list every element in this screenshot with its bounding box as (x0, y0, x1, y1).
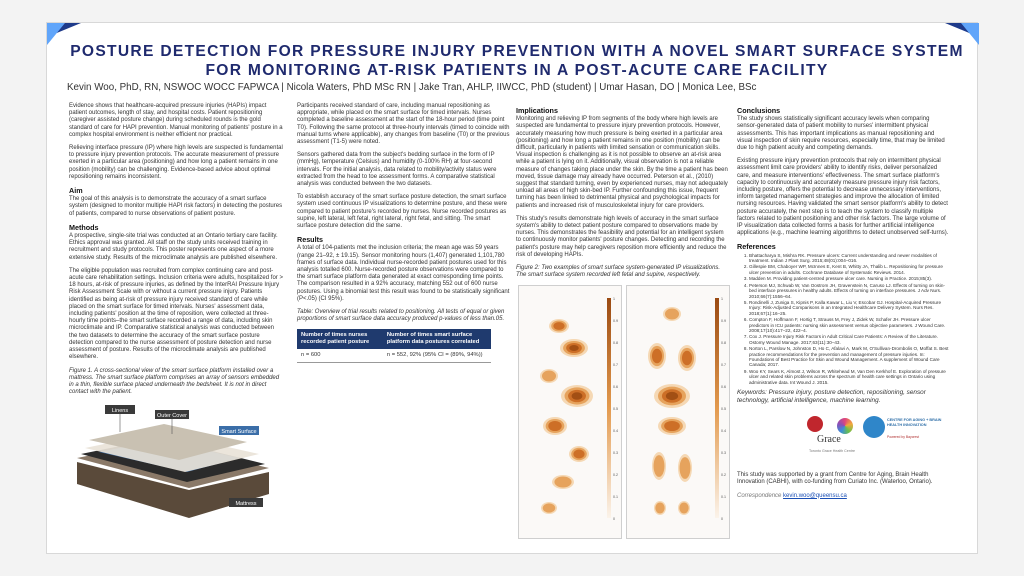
scale-tick-label: 0.2 (721, 473, 726, 478)
heatmap-left (519, 286, 623, 540)
body-paragraph: Participants received standard of care, including manual repositioning as appropriate, while placed on the smart surface for timed intervals. Nurses completed a baseline assessment at the start of the 18-hour period (time point T0). Following the same protocol at three-hourly intervals (timed to coincide with manual turns where applicable), any changes from baseline (T0) or the previous assessment (T1-5) were noted. (297, 103, 510, 146)
scale-tick-label: 0.8 (721, 341, 726, 346)
scale-tick-label: 0.2 (613, 473, 618, 478)
column-1 (69, 103, 283, 520)
scale-tick-label: 1 (721, 297, 723, 302)
table-header-cell: Number of times smart surface platform data postures correlated (383, 329, 491, 348)
conclusions-paragraph: The study shows statistically significant accuracy levels when comparing sensor-generated data of patient mobility to nurses' intermittent physical assessments. This has important implications as manual repositioning and visual inspection of skin require resources, especially time, that may be limited due to high patient acuity and competing demands. (737, 116, 945, 152)
results-table (297, 329, 491, 362)
pressure-blob (553, 323, 564, 331)
body-paragraph: Sensors gathered data from the subject's bedding surface in the form of IP (mmHg), temperature (Celsius) and humidity (0-100% RH) at four-second intervals. For the initial analysis, data related to mobility/activity status were extracted from the head to toe assessment forms. A comparative statistical analysis was conducted between the two datasets. (297, 152, 497, 188)
heatmap-right (627, 286, 731, 540)
cabhi-logo-subtext: Powered by Baycrest (887, 435, 920, 440)
pressure-blob (572, 393, 583, 400)
correspondence-line (737, 493, 951, 500)
scale-tick-label: 0.1 (721, 495, 726, 500)
poster (46, 22, 978, 554)
pressure-blob (548, 421, 561, 431)
pressure-blob (543, 504, 555, 513)
title-band (47, 23, 979, 95)
pressure-blob (665, 309, 679, 320)
pressure-blob (573, 450, 584, 459)
scale-tick-label: 0 (721, 517, 723, 522)
scale-tick-label: 0.7 (613, 363, 618, 368)
scale-tick-label: 0.6 (613, 385, 618, 390)
table-cell: n = 552, 92% (95% CI = (89%, 94%)) (383, 349, 491, 363)
pressure-blob (554, 477, 571, 488)
methods-paragraph: A prospective, single-site trial was conducted at an Ontario tertiary care facility. Ethics approval was granted. All staff on the study units received training in recruitment and study protocols. This poster represents one aspect of a more extensive study. Results of the microclimate analysis are published elsewhere. (69, 233, 278, 261)
pressure-blob (679, 503, 688, 514)
conclusions-paragraph: Existing pressure injury prevention protocols that rely on intermittent physical assessment limit care providers' ability to identify risks, deliver personalized care, and measure interventions' effectiveness. The smart surface platform's capacity to continuously and accurately measure pressure injury risk factors, including posture, offers the potential to decrease unnecessary interventions, inform targeted management strategies and improve the allocation of limited nursing resources. Having validated the smart sensor platform's ability to detect posture accurately, the next step is to teach the system to classify multiple factors related to patient positioning and other risk factors. The large volume of IP visualization data collected forms a basis for further artificial intelligence applications (e.g., machine learning algorithms to detect unobserved self-turns). (737, 158, 949, 237)
scale-tick-label: 0.7 (721, 363, 726, 368)
figure-1-caption: Figure 1. A cross-sectional view of the smart surface platform installed over a mattress. The smart surface platform comprises an array of sensors embedded in a thin, flexible surface placed underneath the bedsheet. It is not in direct contact with the patient. (69, 367, 280, 396)
reference-item: 4. Peterson MJ, Schwab W, Van Oostrom JH, Gravenstein N, Caruso LJ. Effects of turning on skin-bed interface pressures in healthy adults. Effects of turning on interface pressures. J Adv Nurs. 2010;66(7):1556–64. (749, 283, 951, 299)
aim-text: The goal of this analysis is to demonstrate the accuracy of a smart surface system (designed to monitor multiple HAPI risk factors) in detecting the postures of patients, compared to nurse observations of patient posture. (69, 196, 283, 217)
references-heading: References (737, 242, 776, 252)
colour-scale-bar (607, 298, 611, 518)
ip-visualization-left-fetal (518, 285, 622, 539)
pressure-blob (682, 351, 692, 366)
column-4 (737, 103, 951, 506)
corner-decoration (47, 23, 65, 45)
scale-tick-label: 0.4 (613, 429, 618, 434)
table-header-row (297, 329, 491, 348)
reference-item: 1. Bhattacharya S, Mishra RK. Pressure ulcers: Current understanding and newer modalities of treatment. Indian J Plast Surg. 2015;48(01):004–016. (749, 253, 951, 264)
reference-item: 6. Compton F, Hoffmann F, Hortig T, Strauss M, Frey J, Zidek W, Schafer JH. Pressure ulcer predictors in ICU patients: nursing skin assessment versus objective parameters. J Wound Care. 2008;17(10):417–22, 422–4. (749, 317, 951, 333)
pressure-blob (542, 371, 556, 382)
table-header-cell: Number of times nurses recorded patient posture (297, 329, 383, 348)
grace-flower-icon (837, 418, 853, 434)
label-outer-cover: Outer Cover (157, 413, 187, 420)
label-mattress: Mattress (235, 501, 257, 508)
intro-paragraph: Evidence shows that healthcare-acquired pressure injuries (HAPIs) impact patient outcomes, length of stay, and hospital costs. Patient repositioning (caregiver assisted posture change) during scheduled rounds is the gold standard of care for HAPI prevention. Manual monitoring of patients' posture in a complex hospital environment is neither efficient nor practical. (69, 103, 283, 138)
scale-tick-label: 0.1 (613, 495, 618, 500)
figure-1-illustration (69, 402, 274, 520)
reference-item: 8. Norton L, Parslow N, Johnston D, Ho C, Afalavi A, Mark M, O'Sullivan-Drombolis O, Moffat S. Best practice recommendations for the prevention and management of pressure injuries. In: Foundations of Best Practice for Skin and Wound Management. A supplement of Wound Care Canada; 2017. (749, 346, 951, 368)
table-cell: n = 600 (297, 349, 383, 363)
implications-paragraph: This study's results demonstrate high levels of accuracy in the smart surface system's ability to detect patient posture compared to observations made by nurses. This demonstrates the feasibility and potential for an intelligent system to continuously monitor patients' posture changes. Detecting and recording the patient's posture may help caregivers reposition more efficiently and reduce the risk of developing HAPIs. (516, 215, 727, 258)
scale-tick-label: 0.6 (721, 385, 726, 390)
reference-item: 9. Woo KY, Sears K, Almost J, Wilson R, Whitehead M, Van Den Kerkhof E. Exploration of pressure ulcer and related skin problems across the spectrum of health care settings in Ontario using administrative data. Int Wound J. 2015. (749, 369, 951, 385)
poster-title: POSTURE DETECTION FOR PRESSURE INJURY PREVENTION WITH A NOVEL SMART SURFACE SYSTEM FOR MONITORING AT-RISK PATIENTS IN A POST-ACUTE CARE FACILITY (70, 43, 964, 79)
scale-tick-label: 0.4 (721, 429, 726, 434)
poster-authors: Kevin Woo, PhD, RN, NSWOC WOCC FAPWCA | Nicola Waters, PhD MSc RN | Jake Tran, AHLP, IIWCC, PhD (student) | Umar Hasan, DO | Monica Lee, BSc (67, 82, 757, 93)
body-paragraph: To establish accuracy of the smart surface posture detection, the smart surface system used continuous IP visualizations to determine posture, and these were compared to patient posture's recorded by nurses. Nurse recorded postures as supine, left lateral, left fetal, right lateral, right fetal, and sitting. The smart surface posture detection did the same. (297, 194, 508, 230)
scale-tick-label: 0 (613, 517, 615, 522)
pressure-blob (680, 458, 691, 480)
table-caption: Table: Overview of trial results related to positioning. All tests of equal or given proportions of smart surface data accuracy produced p-values of less than.05. (297, 309, 505, 323)
scale-tick-label: 0.9 (721, 319, 726, 324)
scale-tick-label: 0.3 (721, 451, 726, 456)
scale-tick-label: 0.3 (613, 451, 618, 456)
scale-tick-label: 0.5 (721, 407, 726, 412)
reference-item: 3. Madden M. Providing patient-centred pressure ulcer care. Nursing in Practice. 2015;85(3). (749, 276, 951, 281)
label-smart-surface: Smart Surface (221, 429, 257, 436)
pressure-blob (654, 456, 665, 478)
scale-tick-label: 0.8 (613, 341, 618, 346)
grace-logo-text: Grace (817, 434, 841, 446)
scale-tick-label: 1 (613, 297, 615, 302)
reference-item: 5. Rondinelli J, Zuniga S, Kipnis P, Kalla Kawar L, Liu V, Escobar GJ. Hospital-Acquired Pressure Injury: Risk-Adjusted Comparisons in an Integrated Healthcare Delivery System. Nurs Res. 2018;67(1):16–25. (749, 300, 951, 316)
methods-heading: Methods (69, 222, 99, 232)
correspondence-label: Correspondence (737, 492, 782, 499)
scale-tick-label: 0.9 (613, 319, 618, 324)
column-3 (516, 103, 730, 541)
funding-statement: This study was supported by a grant from Centre for Aging, Brain Health Innovation (CABHI), with co-funding from Curiato Inc. (Waterloo, Ontario). (737, 472, 933, 486)
conclusions-heading: Conclusions (737, 106, 781, 115)
figure-2-caption: Figure 2: Two examples of smart surface system-generated IP visualizations. The smart surface system recorded left fetal and supine, respectively. (516, 265, 721, 279)
results-heading: Results (297, 235, 323, 245)
pressure-blob (664, 421, 680, 431)
reference-item: 7. Cox J. Pressure Injury Risk Factors in Adult Critical Care Patients: A Review of the Literature. Ostomy Wound Manage. 2017;63(11):30–43. (749, 334, 951, 345)
keywords: Keywords: Pressure injury, posture detection, repositioning, sensor technology, artificial intelligence, machine learning. (737, 389, 926, 404)
salvation-army-shield-icon (807, 416, 823, 432)
intro-paragraph: Relieving interface pressure (IP) where high levels are suspected is fundamental to pressure injury prevention protocols. The accurate measurement of pressure exerted in a particular area (positioning) and how long a patient remains in one position (mobility) can be challenging. Evidence-based advice about optimal repositioning remains inconsistent. (69, 145, 283, 180)
references-list (737, 253, 951, 385)
pressure-blob (652, 349, 662, 364)
table-row (297, 349, 491, 363)
label-linens: Linens (111, 408, 129, 415)
pressure-blob (569, 345, 579, 351)
cabhi-logo-icon (863, 416, 885, 438)
cabhi-logo-text: CENTRE FOR AGING + BRAIN HEALTH INNOVATION (887, 418, 942, 427)
sponsor-logos (737, 412, 951, 462)
figure-2-visualizations (516, 285, 730, 541)
scale-tick-label: 0.5 (613, 407, 618, 412)
aim-heading: Aim (69, 186, 83, 196)
results-paragraph: A total of 104-patients met the inclusion criteria; the mean age was 59 years (range 21–92, ± 19.15). Sensor monitoring hours (1,407) generated 1,101,780 frames of surface data. Individual nurse-recorded patient postures used for this analysis totalled 600. Nurse-recorded posture observations were compared to the smart surface platform data generated at exact corresponding time points. The comparison resulted in a 92% accuracy, matching 552 out of 600 nurse postures. Using a binomial test this result was found to be statistically significant (P<.05) (CI 95%). (297, 245, 510, 302)
column-2 (297, 103, 511, 363)
methods-paragraph: The eligible population was recruited from complex continuing care and post-acute care rehabilitation settings. Inclusion criteria were adults, hospitalized for > 18 hours, at-risk of pressure injuries, as defined by the InterRAI Pressure Injury Risk Assessment Scale with or without a current pressure injury. Patients identified as being at-risk of pressure injury received standard of care while placed on the smart surface for timed intervals. Nurses' assessment data, including patients' position at the time of reposition, were collected at three-hourly time points–the smart surface recorded a range of data, including skin microclimate and IP. Comparative statistical analysis was conducted between the two datasets to determine the accuracy of the smart surface posture detection compared to the nurse assessment of posture detection and nurse assessment of posture. Results of the microclimate analysis are published elsewhere. (69, 267, 283, 361)
reference-item: 2. Gillespie BM, Chaboyer WP, McInnes E, Kent B, Whitty JA, Thalib L. Repositioning for pressure ulcer prevention in adults. Cochrane Database of Systematic Reviews. 2014. (749, 264, 951, 275)
pressure-blob (655, 503, 664, 514)
correspondence-email-link[interactable]: kevin.woo@queensu.ca (783, 492, 847, 499)
implications-paragraph: Monitoring and relieving IP from segments of the body where high levels are suspected are fundamental to pressure injury prevention protocols. However, accurately measuring how much pressure is being exerted in a particular area (positioning) and how long a patient remains in one position (mobility) can be difficult, particularly in patients with limited sensation or communication skills. Visual inspection is challenging as it is not possible to observe an at-risk area while a patient is lying on it. Additionally, visual observation is not a reliable measure of changes taking place under the skin. By the time a patient has been moved, tissue damage may already have occurred. Peterson et al., (2010) suggest that standard turning, even by experienced nurses, may not adequately unload all areas of high skin-bed IP. Further confounding this issue, frequent turning has been linked to detrimental physical and psychological impacts for patients and increased risk of musculoskeletal injury for care providers. (516, 116, 728, 209)
pressure-blob (666, 392, 678, 400)
grace-logo-subtext: Toronto Grace Health Centre (809, 449, 855, 454)
ip-visualization-supine (626, 285, 730, 539)
implications-heading: Implications (516, 106, 558, 115)
figure-1-layered-surface (69, 402, 274, 520)
colour-scale-bar (715, 298, 719, 518)
